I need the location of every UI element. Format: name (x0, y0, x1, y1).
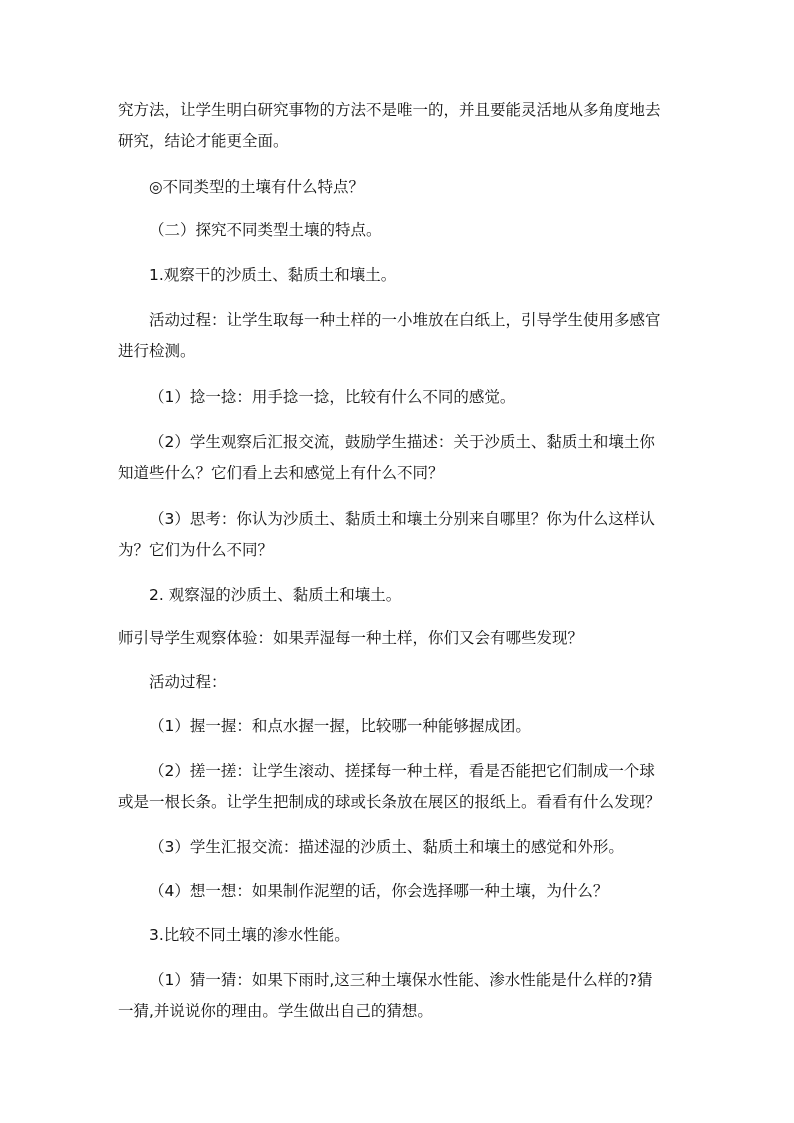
text-line: （3）学生汇报交流：描述湿的沙质土、黏质土和壤土的感觉和外形。 (149, 838, 624, 856)
text-line: 2. 观察湿的沙质土、黏质土和壤土。 (149, 586, 402, 604)
item2-step3 (118, 832, 678, 863)
text-line: 或是一根长条。让学生把制成的球或长条放在展区的报纸上。看看有什么发现？ (118, 793, 661, 811)
intro-paragraph (118, 95, 678, 157)
item1-activity (118, 305, 678, 367)
item1-heading (118, 260, 678, 291)
text-line: ◎不同类型的土壤有什么特点？ (149, 178, 365, 196)
item1-step2 (118, 427, 678, 489)
text-line: 活动过程： (149, 673, 227, 691)
text-line: 研究，结论才能更全面。 (118, 132, 289, 150)
item1-step1 (118, 382, 678, 413)
text-line: （2）搓一搓：让学生滚动、搓揉每一种土样，看是否能把它们制成一个球 (149, 762, 655, 780)
text-line: （1）捻一捻：用手捻一捻，比较有什么不同的感觉。 (149, 388, 516, 406)
text-line: 为？它们为什么不同？ (118, 541, 274, 559)
item2-activity (118, 667, 678, 698)
text-line: 知道些什么？它们看上去和感觉上有什么不同？ (118, 464, 444, 482)
text-line: 一猜,并说说你的理由。学生做出自己的猜想。 (118, 1002, 433, 1020)
text-line: 3.比较不同土壤的渗水性能。 (149, 926, 350, 944)
text-line: （2）学生观察后汇报交流，鼓励学生描述：关于沙质土、黏质土和壤土你 (149, 433, 655, 451)
text-line: 活动过程：让学生取每一种土样的一小堆放在白纸上，引导学生使用多感官 (149, 311, 661, 329)
text-line: 进行检测。 (118, 342, 196, 360)
text-line: （4）想一想：如果制作泥塑的话，你会选择哪一种土壤，为什么？ (149, 882, 609, 900)
item2-heading (118, 580, 678, 611)
item2-step1 (118, 711, 678, 742)
text-line: （二）探究不同类型土壤的特点。 (149, 221, 382, 239)
text-line: 1.观察干的沙质土、黏质土和壤土。 (149, 266, 397, 284)
item2-step2 (118, 756, 678, 818)
item2-step4 (118, 876, 678, 907)
text-line: 师引导学生观察体验：如果弄湿每一种土样，你们又会有哪些发现？ (118, 629, 584, 647)
section-heading (118, 215, 678, 246)
text-line: （1）猜一猜：如果下雨时,这三种土壤保水性能、渗水性能是什么样的?猜 (149, 971, 653, 989)
text-line: （1）握一握：和点水握一握，比较哪一种能够握成团。 (149, 717, 531, 735)
question-heading (118, 172, 678, 203)
item1-step3 (118, 504, 678, 566)
item3-step1 (118, 965, 678, 1027)
text-line: 究方法，让学生明白研究事物的方法不是唯一的，并且要能灵活地从多角度地去 (118, 101, 661, 119)
item3-heading (118, 920, 678, 951)
text-line: （3）思考：你认为沙质土、黏质土和壤土分别来自哪里？你为什么这样认 (149, 510, 655, 528)
item2-intro (118, 623, 678, 654)
